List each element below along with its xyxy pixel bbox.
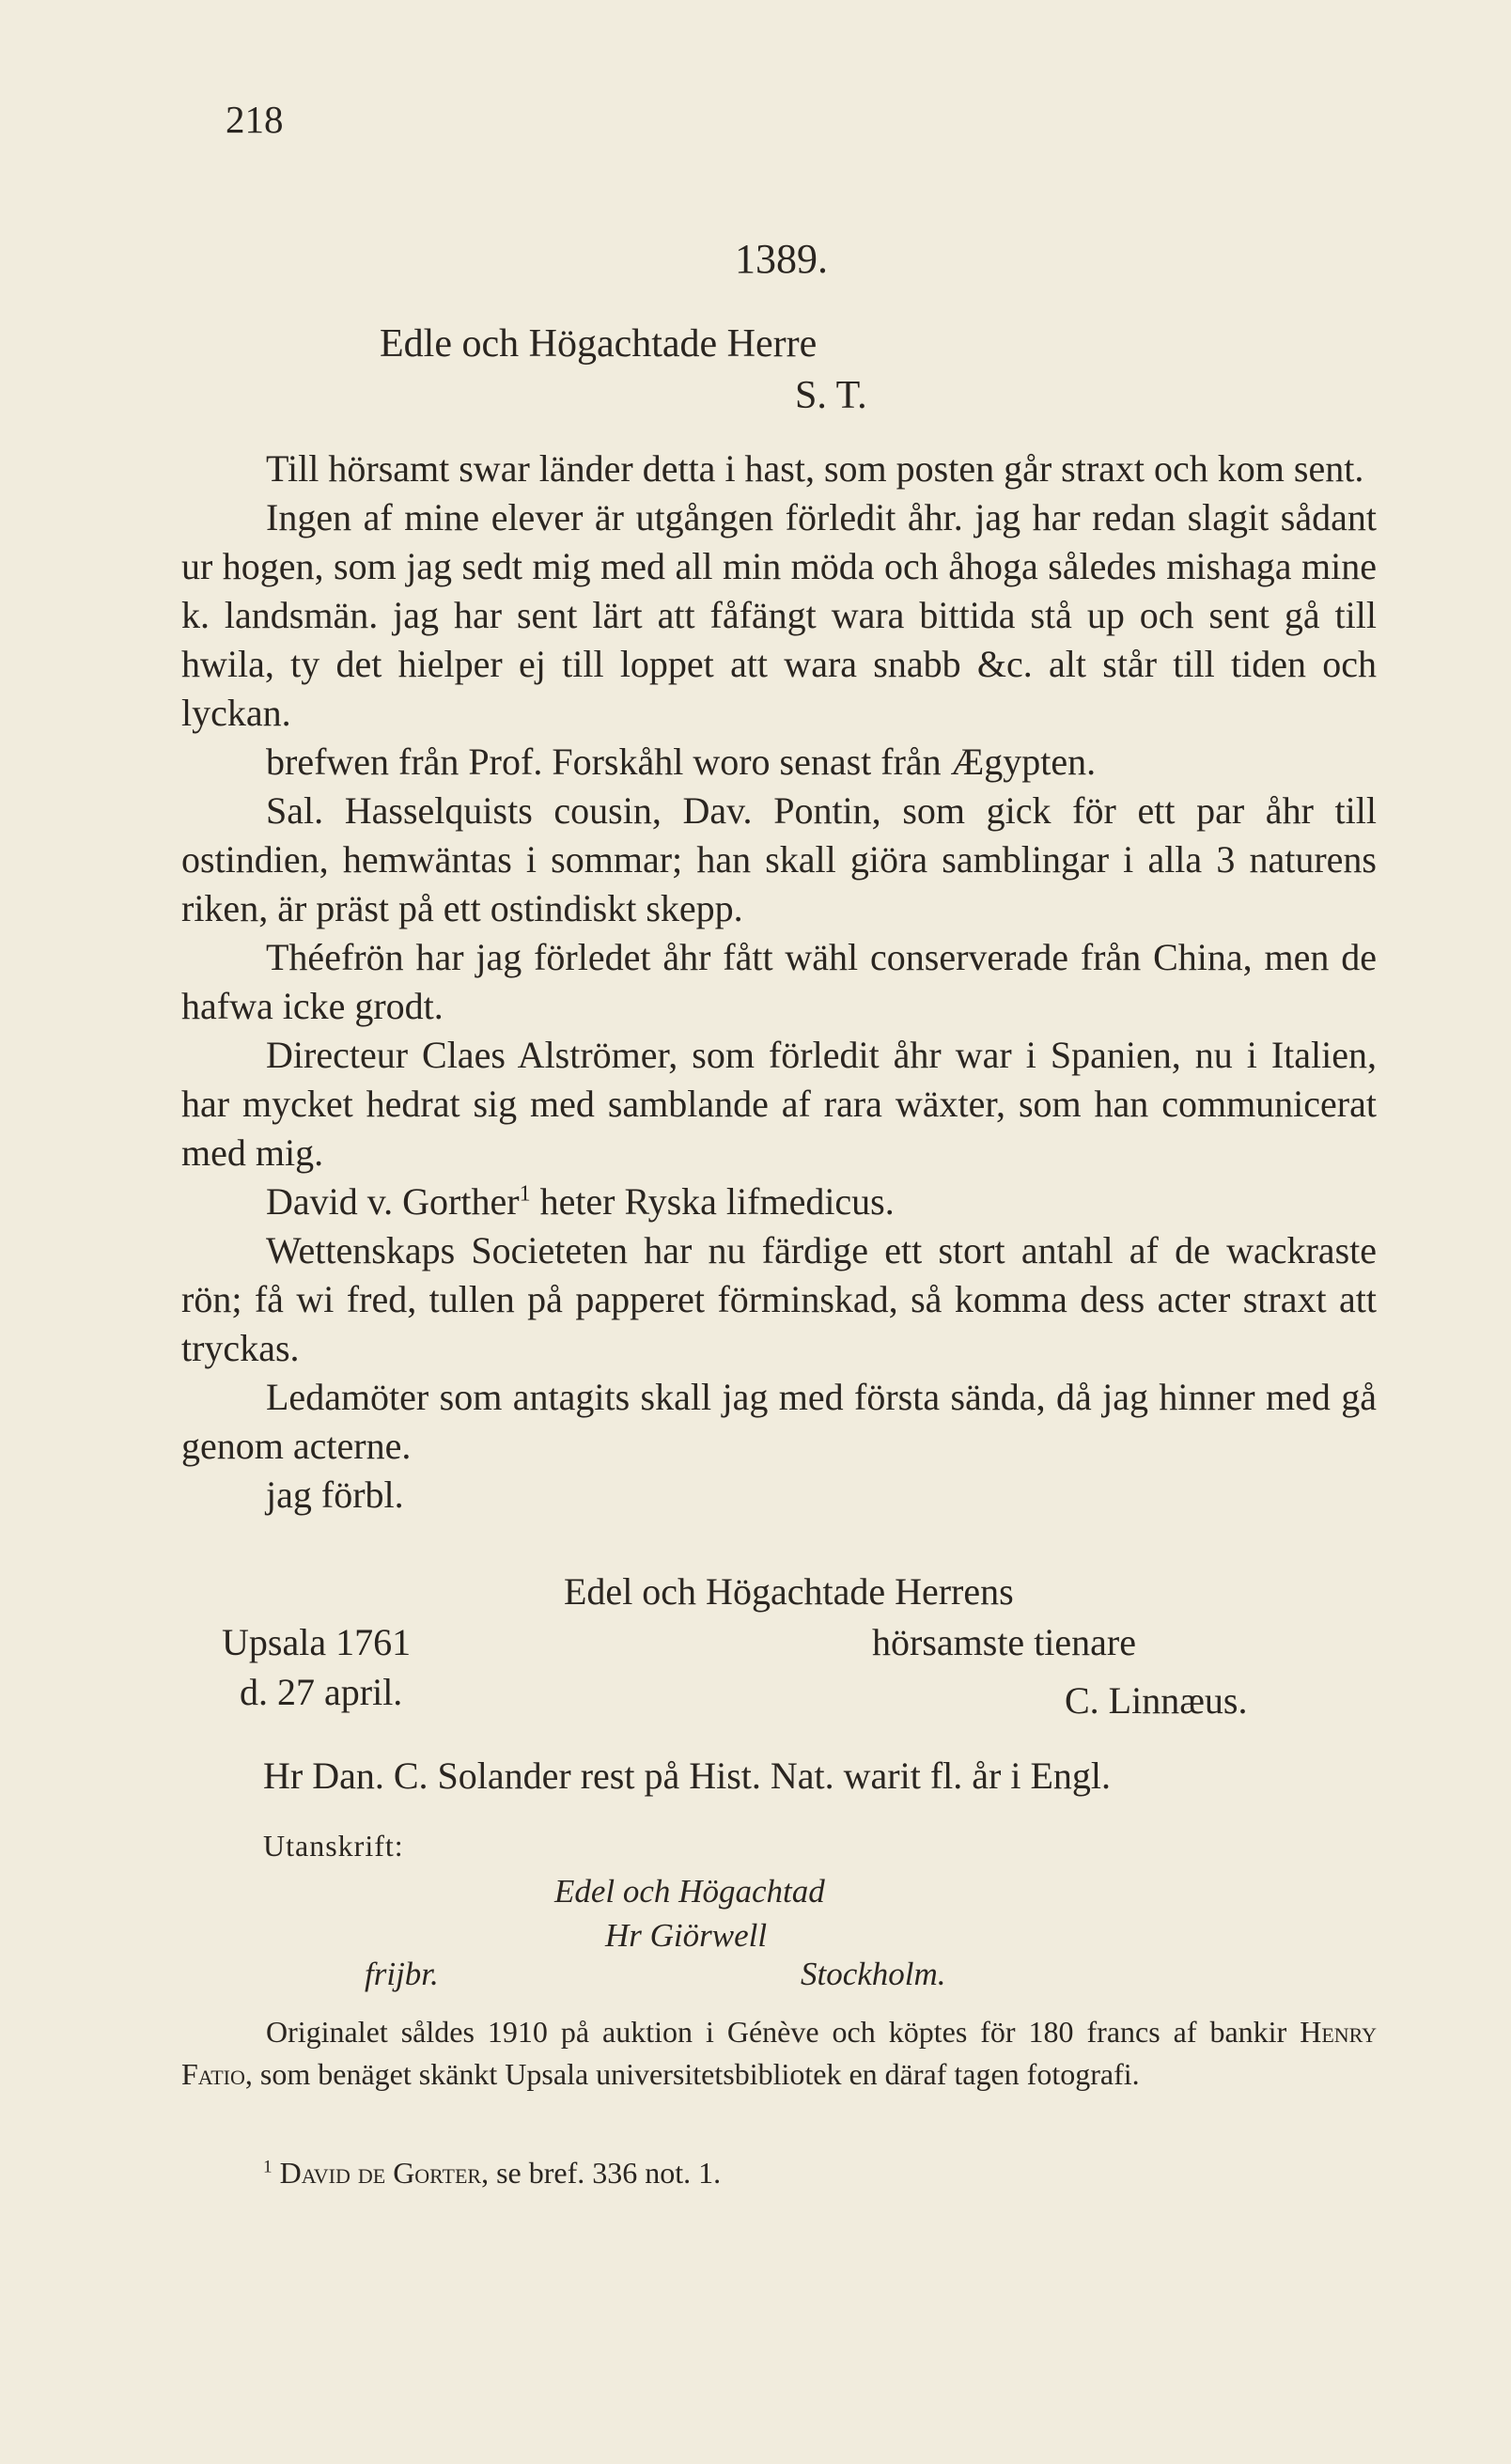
paragraph: Théefrön har jag förledet åhr fått wähl conserverade från China, men de hafwa icke grodt. [181, 936, 1377, 1027]
postscript: Hr Dan. C. Solander rest på Hist. Nat. warit fl. år i Engl. [263, 1754, 1112, 1797]
address-label: Utanskrift: [263, 1829, 404, 1863]
note-name-2: Fatio [181, 2057, 245, 2091]
address-line-1: Edel och Högachtad [554, 1873, 825, 1910]
gorther-rest: heter Ryska lifmedicus. [530, 1180, 895, 1223]
note-name-1: Henry [1300, 2015, 1377, 2049]
address-frijbr: frijbr. [365, 1956, 439, 1992]
note-text: Originalet såldes 1910 på auktion i Génève och köptes för 180 francs af bankir [266, 2015, 1301, 2049]
paragraph: Wettenskaps Societeten har nu färdige ett stort antahl af de wackraste rön; få wi fred, tullen på papperet förminskad, så komma dess acter straxt att tryckas. [181, 1229, 1377, 1369]
date: d. 27 april. [240, 1671, 403, 1713]
place: Upsala 1761 [222, 1621, 412, 1663]
page-number: 218 [226, 98, 284, 141]
salutation-abbrev: S. T. [795, 374, 867, 417]
paragraph: Till hörsamt swar länder detta i hast, som posten går straxt och kom sent. [266, 447, 1364, 490]
address-line-2: Hr Giörwell [605, 1917, 768, 1954]
footnote-mark: 1 [263, 2157, 273, 2177]
footnote [263, 2156, 721, 2191]
footnote-ref: 1 [519, 1181, 531, 1207]
salutation: Edle och Högachtade Herre [380, 322, 818, 366]
paragraph: Ledamöter som antagits skall jag med första sända, då jag hinner med gå genom acterne. [181, 1376, 1377, 1467]
paragraph: Directeur Claes Alströmer, som förledit åhr war i Spanien, nu i Italien, har mycket hedrat sig med samblande af rara wäxter, som han communicerat med mig. [181, 1034, 1377, 1174]
provenance-note [181, 2011, 1377, 2096]
letter-number: 1389. [735, 236, 828, 282]
paragraph: Sal. Hasselquists cousin, Dav. Pontin, som gick för ett par åhr till ostindien, hemwäntas i sommar; han skall giöra samblingar i alla 3 naturens riken, är präst på ett ostindiskt skepp. [181, 789, 1377, 929]
closing: jag förbl. [266, 1474, 404, 1516]
footnote-name-2: Gorter [393, 2156, 482, 2190]
signature-line-1: Edel och Högachtade Herrens [564, 1570, 1014, 1613]
footnote-name-1: David [279, 2156, 350, 2190]
signature-name: C. Linnæus. [1065, 1679, 1248, 1722]
note-text-2: , som benäget skänkt Upsala universitetsbibliotek en däraf tagen fotografi. [244, 2057, 1140, 2091]
paragraph: brefwen från Prof. Forskåhl woro senast från Ægypten. [266, 741, 1097, 783]
letter-body [181, 444, 1377, 1520]
signature-line-2: hörsamste tienare [872, 1621, 1136, 1663]
gorther-name: David v. Gorther [266, 1180, 520, 1223]
footnote-de: de [357, 2156, 386, 2190]
footnote-rest: , se bref. 336 not. 1. [481, 2156, 722, 2190]
paragraph-gorther [181, 1177, 1377, 1226]
paragraph: Ingen af mine elever är utgången förledit åhr. jag har redan slagit sådant ur hogen, som jag sedt mig med all min möda och åhoga således mishaga mine k. landsmän. jag har sent lärt att fåfängt wara bittida stå up och sent gå till hwila, ty det hielper ej till loppet att wara snabb &c. alt står till tiden och lyckan. [181, 496, 1377, 734]
address-city: Stockholm. [801, 1956, 946, 1992]
